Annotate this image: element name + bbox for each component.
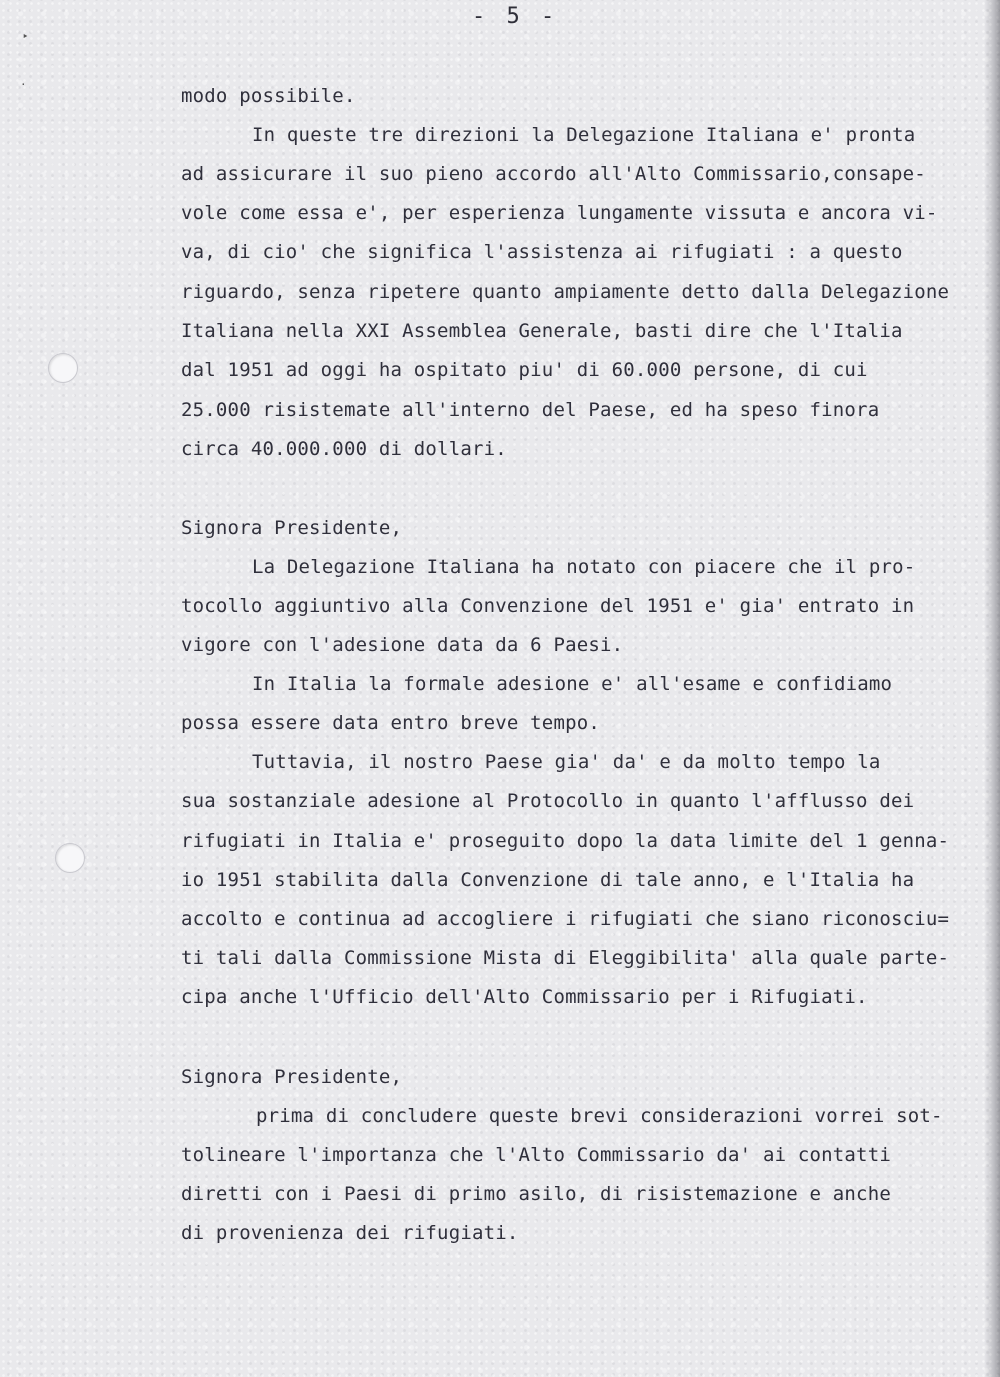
text-line: va, di cio' che significa l'assistenza ai rifugiati : a questo [181,241,903,263]
punch-hole-bottom [55,843,85,873]
text-line: 25.000 risistemate all'interno del Paese, ed ha speso finora [181,399,880,421]
text-line: In Italia la formale adesione e' all'esame e confidiamo [252,673,893,695]
text-line: tolineare l'importanza che l'Alto Commissario da' ai contatti [181,1144,891,1166]
text-line: circa 40.000.000 di dollari. [181,438,507,460]
text-line: Italiana nella XXI Assemblea Generale, basti dire che l'Italia [181,320,903,342]
text-line: riguardo, senza ripetere quanto ampiamente detto dalla Delegazione [181,281,950,303]
salutation: Signora Presidente, [181,517,403,539]
margin-mark: ‣ [22,30,29,43]
text-line: dal 1951 ad oggi ha ospitato piu' di 60.000 persone, di cui [181,359,868,381]
text-line: diretti con i Paesi di primo asilo, di risistemazione e anche [181,1183,891,1205]
text-line: di provenienza dei rifugiati. [181,1222,519,1244]
text-line: sua sostanziale adesione al Protocollo in quanto l'afflusso dei [181,790,915,812]
text-line: io 1951 stabilita dalla Convenzione di tale anno, e l'Italia ha [181,869,915,891]
text-line: tocollo aggiuntivo alla Convenzione del 1951 e' gia' entrato in [181,595,915,617]
text-line: prima di concludere queste brevi considerazioni vorrei sot- [256,1105,943,1127]
text-line: modo possibile. [181,85,356,107]
text-line: possa essere data entro breve tempo. [181,712,601,734]
text-line: ti tali dalla Commissione Mista di Eleggibilita' alla quale parte- [181,947,950,969]
text-line: accolto e continua ad accogliere i rifugiati che siano riconosciu= [181,908,950,930]
text-line: rifugiati in Italia e' proseguito dopo la data limite del 1 genna- [181,830,950,852]
text-line: vigore con l'adesione data da 6 Paesi. [181,634,624,656]
text-line: ad assicurare il suo pieno accordo all'Alto Commissario,consape- [181,163,926,185]
text-line: La Delegazione Italiana ha notato con piacere che il pro- [252,556,916,578]
text-line: cipa anche l'Ufficio dell'Alto Commissario per i Rifugiati. [181,986,868,1008]
punch-hole-top [48,353,78,383]
margin-mark: · [20,78,27,91]
text-line: vole come essa e', per esperienza lungamente vissuta e ancora vi- [181,202,938,224]
page-number: - 5 - [472,4,559,29]
text-line: In queste tre direzioni la Delegazione Italiana e' pronta [252,124,916,146]
page-edge-shadow [984,0,1000,1377]
text-line: Tuttavia, il nostro Paese gia' da' e da molto tempo la [252,751,881,773]
salutation: Signora Presidente, [181,1066,403,1088]
